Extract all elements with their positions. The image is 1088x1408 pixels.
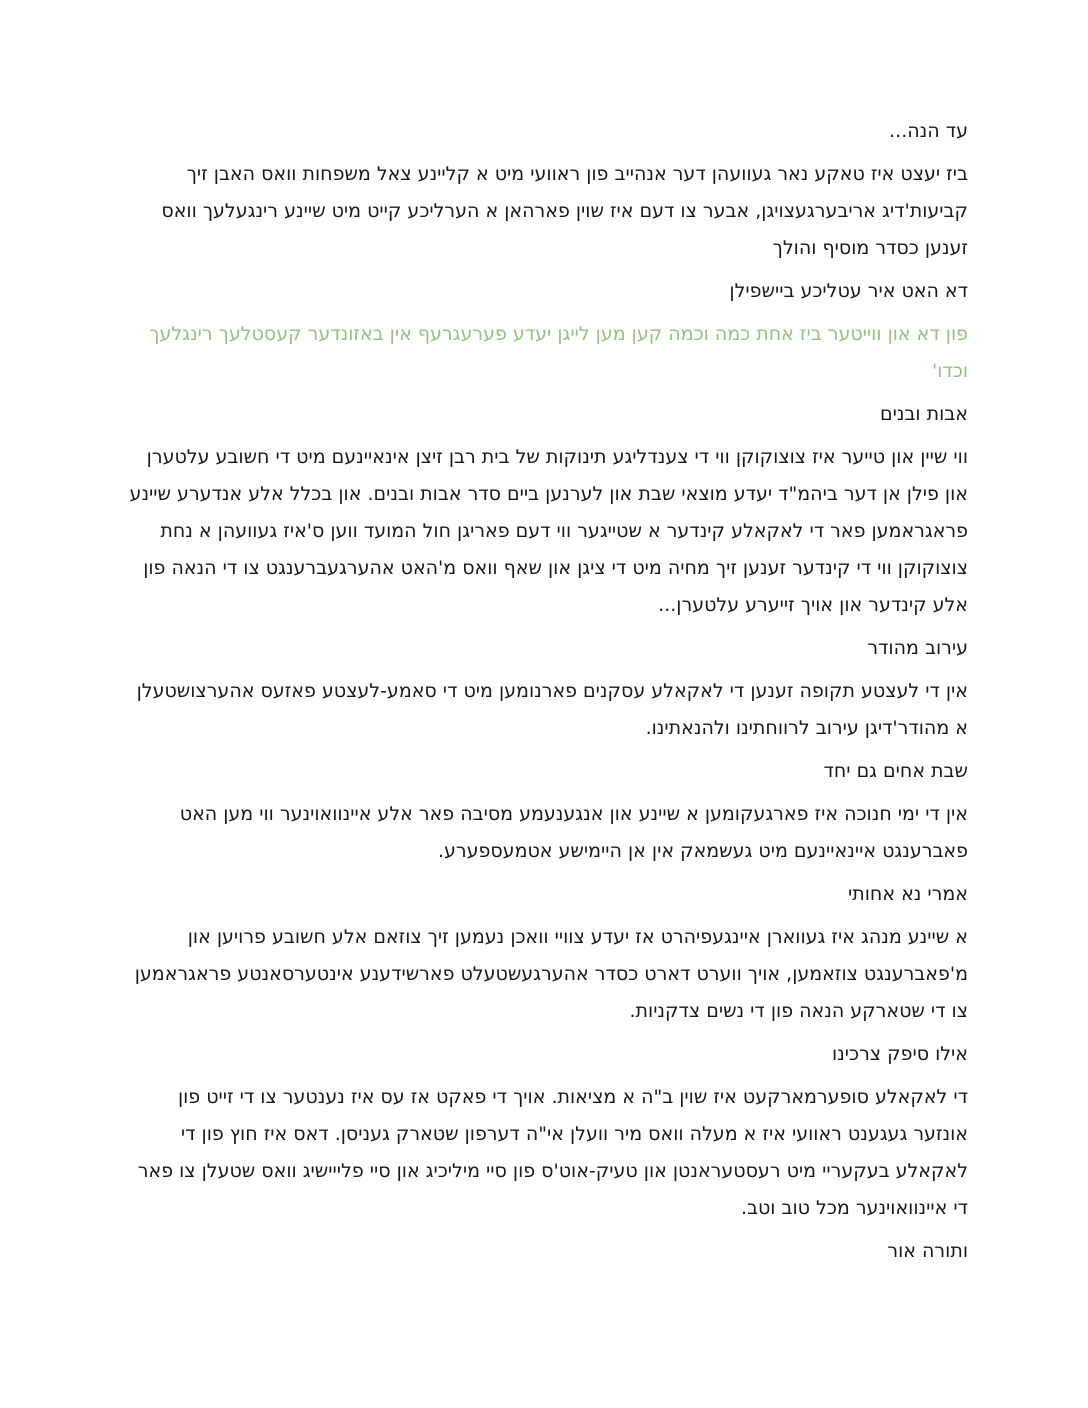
body-paragraph-sheves-achim: אין די ימי חנוכה איז פארגעקומען א שיינע און אנגענעמע מסיבה פאר אלע איינוואוינער ווי מען האט פאברענגט איינאיינעם מיט געשמאק אין אן היימישע אטמעספערע. bbox=[179, 803, 968, 862]
body-paragraph-intro: ביז יעצט איז טאקע נאר געוועהן דער אנהייב פון ראוועי מיט א קליינע צאל משפחות וואס האבן זיך קביעות'דיג אריבערגעצויגן, אבער צו דעם איז שוין פארהאן א הערליכע קייט מיט שיינע רינגעלעך וואס זענען כסדר מוסיף והולך bbox=[161, 163, 968, 259]
body-paragraph-avos-uvonim: ווי שיין און טייער איז צוצוקוקן ווי די צענדליגע תינוקות של בית רבן זיצן אינאיינעם מיט די חשובע עלטערן און פילן אן דער ביהמ"ד יעדע מוצאי שבת און לערנען ביים סדר אבות ובנים. און בכלל אלע אנדערע שיינע פראגראמען פאר די לאקאלע קינדער א שטייגער ווי דעם פאריגן חול המועד ווען ס'איז געוועהן א נחת צוצוקוקן ווי די קינדער זענען זיך מחיה מיט די ציגן און שאף וואס מ'האט אהערגעברענגט צו די הנאה פון אלע קינדער און אויך זייערע עלטערן... bbox=[129, 446, 968, 616]
section-heading-imri-na: אמרי נא אחותי bbox=[848, 883, 968, 905]
section-heading-sheves-achim: שבת אחים גם יחד bbox=[823, 760, 968, 782]
section-heading-vesorah-or: ותורה אור bbox=[887, 1240, 968, 1262]
section-heading-avos-uvonim: אבות ובנים bbox=[879, 403, 968, 425]
body-paragraph-imri-na: א שיינע מנהג איז געווארן איינגעפיהרט אז יעדע צוויי וואכן נעמען זיך צוזאם אלע חשובע פרויען און מ'פאברענגט צוזאמען, אויך ווערט דארט כסדר אהערגעשטעלט פארשידענע אינטערסאנטע פראגראמען צו די שטארקע הנאה פון די נשים צדקניות. bbox=[134, 926, 968, 1022]
section-heading-eruv: עירוב מהודר bbox=[867, 637, 968, 659]
section-heading-ad-hena: עד הנה... bbox=[889, 120, 968, 142]
body-paragraph-eruv: אין די לעצטע תקופה זענען די לאקאלע עסקנים פארנומען מיט די סאמע-לעצטע פאזעס אהערצושטעלן א מהודר'דיגן עירוב לרווחתינו ולהנאתינו. bbox=[136, 680, 968, 739]
annotation-paragraph-green: פון דא און ווייטער ביז אחת כמה וכמה קען מען לייגן יעדע פערעגרעף אין באזונדער קעסטלעך רינגלעך וכדו' bbox=[149, 323, 968, 382]
section-heading-examples: דא האט איר עטליכע ביישפילן bbox=[729, 280, 968, 302]
section-heading-ilu-sipek: אילו סיפק צרכינו bbox=[831, 1043, 968, 1065]
body-paragraph-ilu-sipek: די לאקאלע סופערמארקעט איז שוין ב"ה א מציאות. אויך די פאקט אז עס איז נענטער צו די זייט פון אונזער געגענט ראוועי איז א מעלה וואס מיר וועלן אי"ה דערפון שטארק געניסן. דאס איז חוץ פון די לאקאלע בעקעריי מיט רעסטעראנטן און טעיק-אוט'ס פון סיי מיליכיג און סיי פלייישיג וואס שטעלן צו פאר די איינוואוינער מכל טוב וטב. bbox=[137, 1086, 968, 1219]
